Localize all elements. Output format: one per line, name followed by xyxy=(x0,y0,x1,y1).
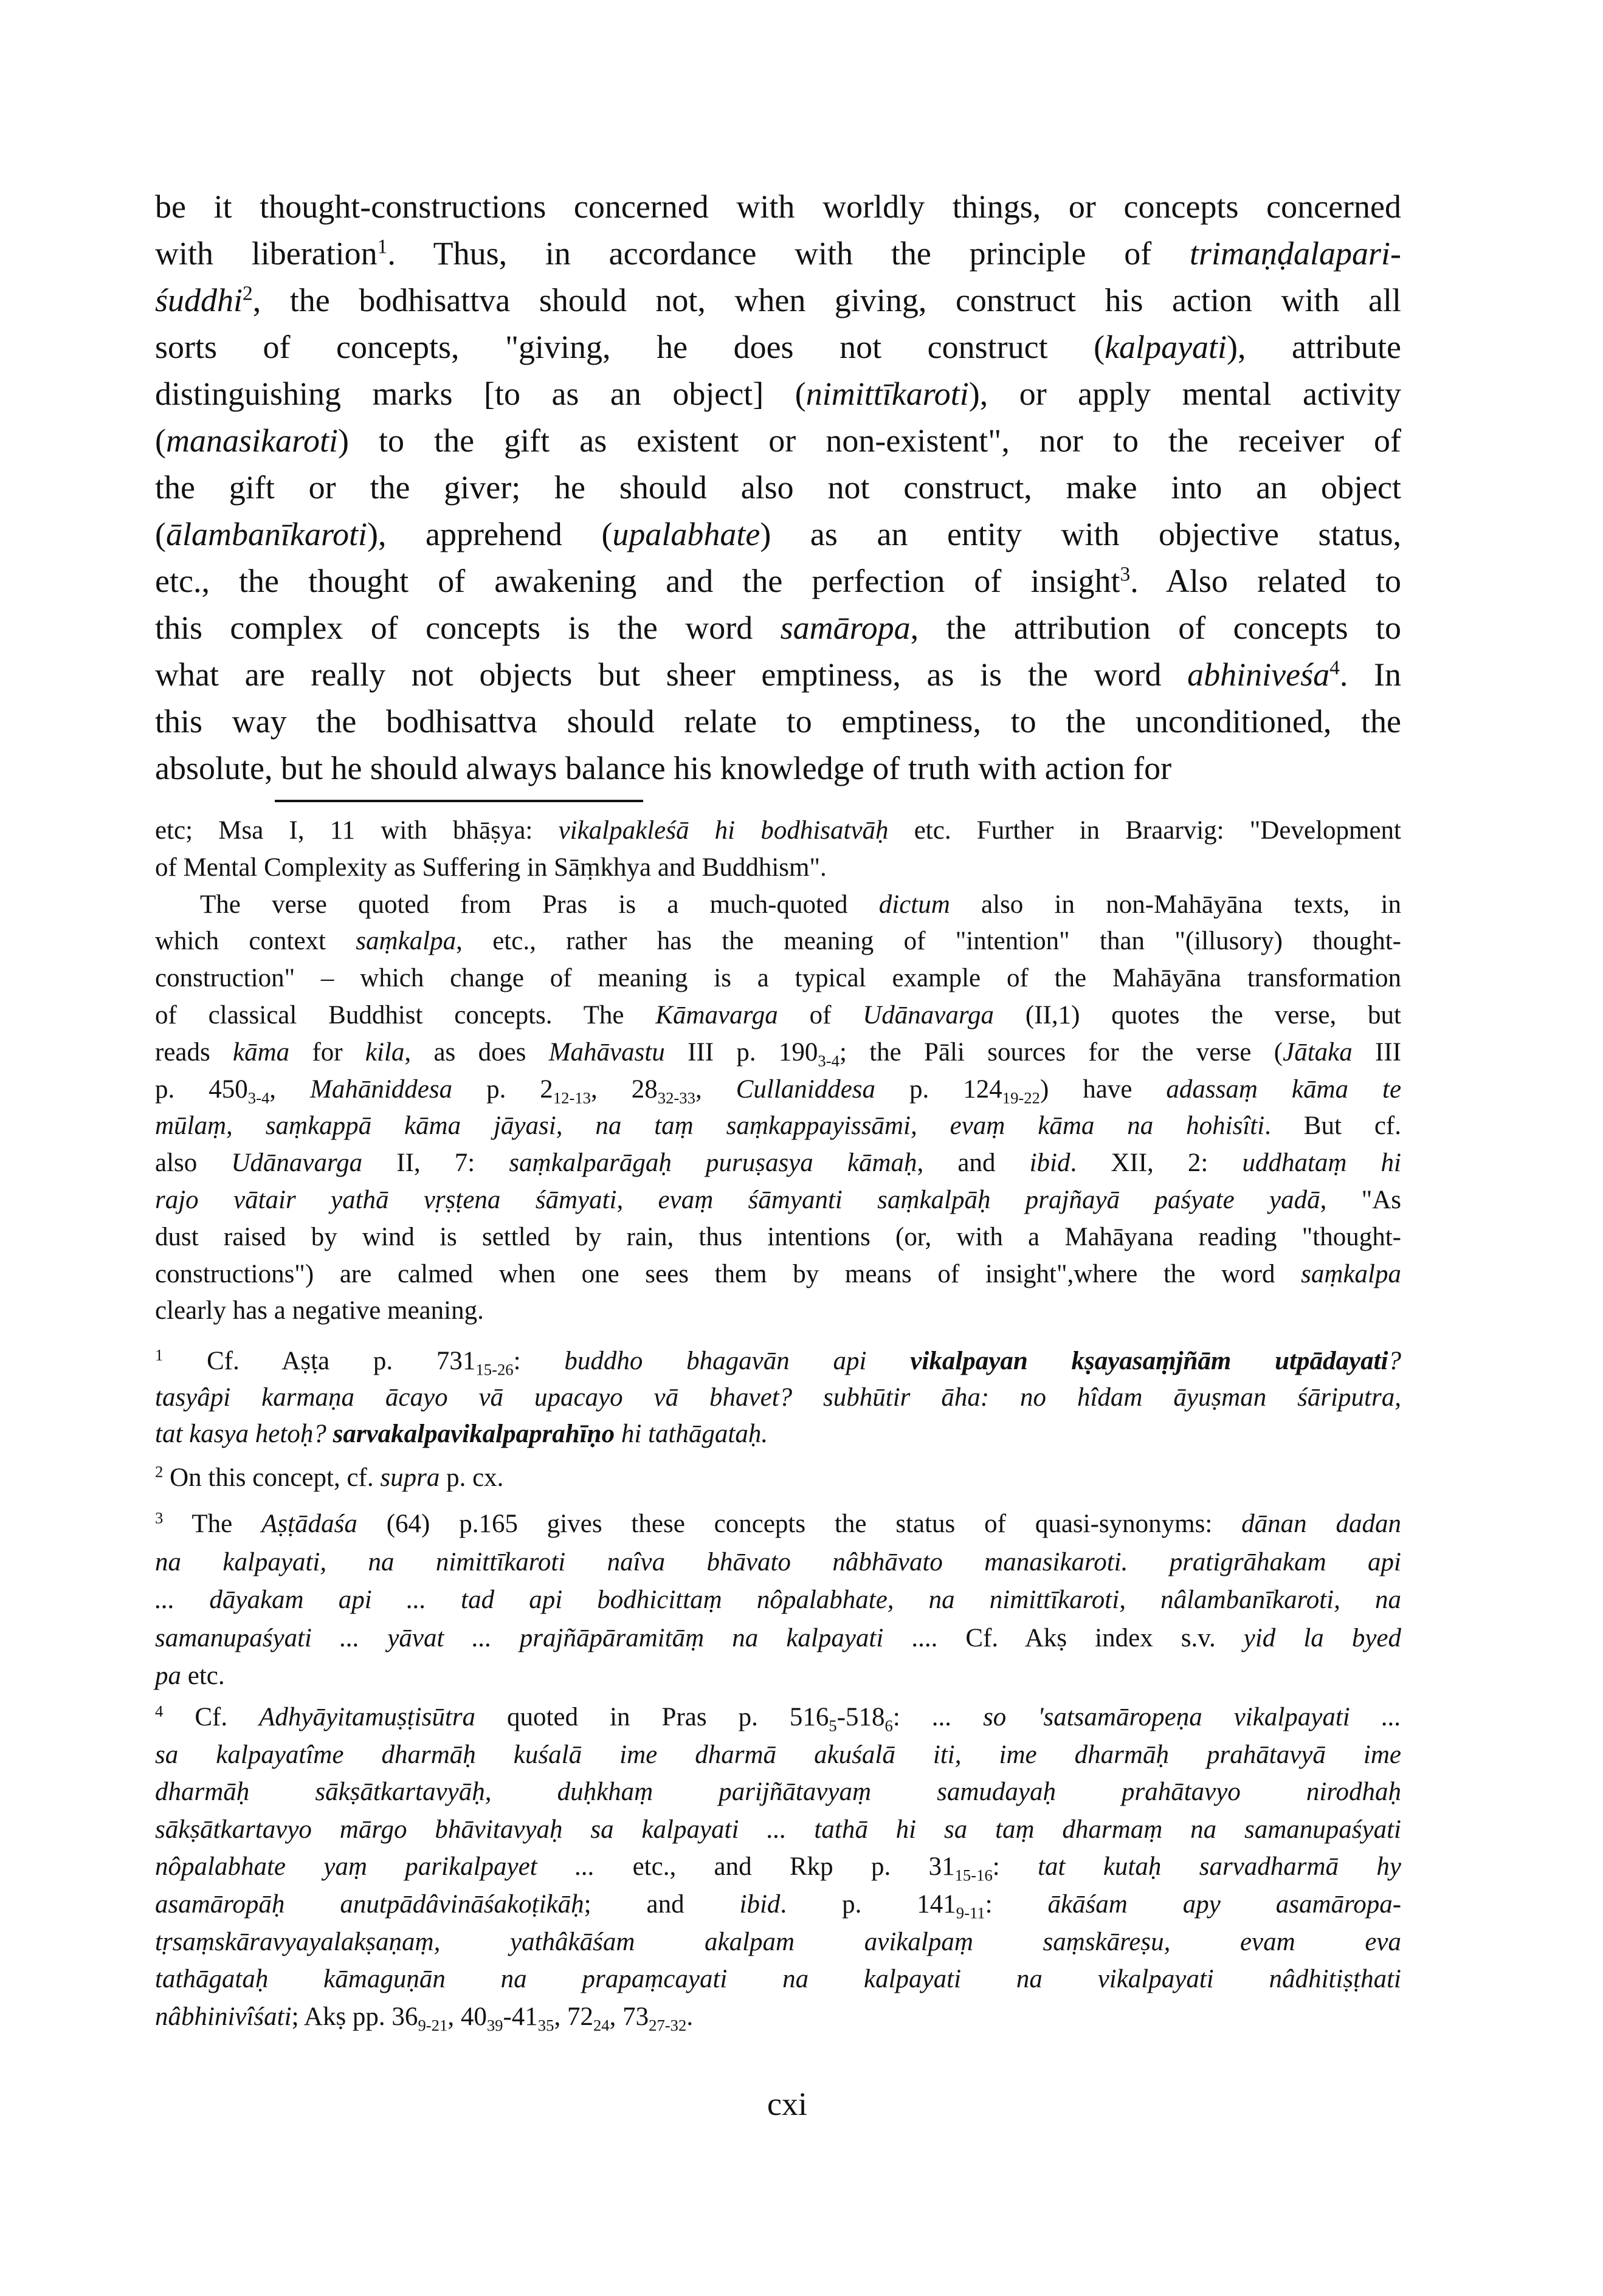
text-run: . In xyxy=(1339,656,1401,693)
text-line xyxy=(155,1998,1401,2036)
text-line xyxy=(155,887,1401,924)
text-run: : xyxy=(992,1852,1038,1882)
italic-term: samāropa xyxy=(780,610,911,646)
text-line xyxy=(155,511,1401,558)
line-reference: 5 xyxy=(829,1716,837,1735)
text-run: for xyxy=(289,1037,365,1067)
text-run: p. 450 xyxy=(155,1074,248,1104)
text-run: . xyxy=(686,2002,694,2031)
text-run: ) to the gift as existent or non-existent", nor to the receiver of xyxy=(337,422,1401,459)
text-run: . p. 141 xyxy=(780,1889,956,1919)
text-line xyxy=(155,277,1401,324)
text-line xyxy=(155,1505,1401,1544)
text-run: . But cf. xyxy=(1264,1112,1401,1141)
line-reference: 12-13 xyxy=(553,1088,591,1107)
text-run: (II,1) quotes the verse, but xyxy=(994,1000,1401,1029)
italic-term: ālambanīkaroti xyxy=(165,516,367,552)
italic-term: trimaṇḍalapari- xyxy=(1189,235,1401,272)
footnote-marker: 3 xyxy=(1120,563,1131,586)
main-text xyxy=(155,184,1401,792)
text-line xyxy=(155,1811,1401,1849)
text-run: Cf. Aṣṭa p. 731 xyxy=(163,1347,476,1375)
footnote-3 xyxy=(155,1505,1401,1696)
italic-term: Udānavarga xyxy=(863,1000,995,1029)
text-run: ; and xyxy=(584,1889,740,1919)
text-line xyxy=(155,1620,1401,1658)
text-line xyxy=(155,745,1401,792)
line-reference: 19-22 xyxy=(1002,1088,1040,1107)
italic-term: Kāmavarga xyxy=(655,1000,778,1029)
italic-term: saṃkalpa xyxy=(356,927,457,956)
italic-term: saṃkalpa xyxy=(1301,1259,1401,1288)
text-run: reads xyxy=(155,1037,233,1067)
italic-term: supra xyxy=(380,1463,440,1492)
text-run: The xyxy=(163,1510,262,1538)
italic-term: samanupaśyati ... yāvat ... prajñāpāramitāṃ na kalpayati xyxy=(155,1623,884,1652)
text-run: this complex of concepts is the word xyxy=(155,610,781,646)
italic-term: saṃkalparāgaḥ puruṣasya kāmaḥ xyxy=(509,1149,917,1178)
footnote-marker: 2 xyxy=(155,1462,164,1481)
line-reference: 27-32 xyxy=(649,2016,687,2035)
text-run: etc. xyxy=(181,1662,225,1690)
italic-term: pa xyxy=(155,1662,181,1690)
italic-term: kalpayati xyxy=(1105,329,1227,365)
text-line xyxy=(155,1256,1401,1293)
text-line xyxy=(155,324,1401,371)
text-run: of xyxy=(777,1000,863,1029)
text-line xyxy=(155,1416,1401,1452)
footnote-1 xyxy=(155,1343,1401,1452)
text-run: p. 124 xyxy=(875,1074,1002,1104)
footnote-marker: 4 xyxy=(155,1702,164,1720)
text-run: , and xyxy=(917,1149,1030,1178)
line-reference: 6 xyxy=(884,1716,893,1735)
text-run: dust raised by wind is settled by rain, thus intentions (or, with a Mahāyana reading "thought- xyxy=(155,1222,1401,1251)
text-run: distinguishing marks [to as an object] ( xyxy=(155,376,806,412)
text-run: . Also related to xyxy=(1130,563,1401,599)
italic-term: rajo vātair yathā vṛṣṭena śāmyati, evaṃ śāmyanti saṃkalpāḥ prajñayā paśyate yadā xyxy=(155,1185,1320,1214)
text-line xyxy=(155,923,1401,960)
text-line xyxy=(155,1773,1401,1811)
italic-term: mūlaṃ, saṃkappā kāma jāyasi, na taṃ saṃkappayissāmi, evaṃ kāma na hohisîti xyxy=(155,1112,1265,1141)
text-run: (64) p.165 gives these concepts the status of quasi-synonyms: xyxy=(357,1510,1242,1538)
italic-term: Cullaniddesa xyxy=(736,1074,876,1104)
text-run: On this concept, cf. xyxy=(163,1463,381,1492)
italic-term: nôpalabhate yaṃ parikalpayet ... xyxy=(155,1852,595,1882)
line-reference: 32-33 xyxy=(657,1088,695,1107)
footnote-separator xyxy=(275,800,643,802)
footnote-marker: 1 xyxy=(377,235,388,258)
text-run: ) have xyxy=(1039,1074,1167,1104)
line-reference: 15-26 xyxy=(475,1360,514,1379)
text-run: with liberation xyxy=(155,235,377,272)
italic-term: Adhyāyitamuṣṭisūtra xyxy=(259,1703,476,1731)
italic-term: tasyâpi karmaṇa ācayo vā upacayo vā bhavet? subhūtir āha: no hîdam āyuṣman śāriputra, xyxy=(155,1383,1401,1412)
text-run: , the bodhisattva should not, when giving, construct his action with all xyxy=(252,282,1401,318)
text-run: -41 xyxy=(503,2002,538,2031)
text-run: III p. 190 xyxy=(664,1037,818,1067)
italic-term: Mahāniddesa xyxy=(310,1074,453,1104)
text-line xyxy=(155,371,1401,418)
text-run: II, 7: xyxy=(362,1149,509,1178)
text-run: be it thought-constructions concerned with worldly things, or concepts concerned xyxy=(155,188,1401,225)
text-run: the gift or the giver; he should also not construct, make into an object xyxy=(155,469,1401,506)
italic-term: tathāgataḥ kāmaguṇān na prapaṃcayati na kalpayati na vikalpayati nâdhitiṣṭhati xyxy=(155,1965,1401,1994)
text-line xyxy=(155,1848,1401,1886)
text-run: ; the Pāli sources for the verse ( xyxy=(839,1037,1283,1067)
text-run: clearly has a negative meaning. xyxy=(155,1296,484,1325)
italic-term: manasikaroti xyxy=(165,422,338,459)
text-run: ( xyxy=(155,516,166,552)
text-line xyxy=(155,698,1401,745)
italic-term: tat kasya hetoḥ? xyxy=(155,1420,333,1448)
italic-term: sa kalpayatîme dharmāḥ kuśalā ime dharmā akuśalā iti, ime dharmāḥ prahātavyā ime xyxy=(155,1740,1401,1769)
italic-term: kila xyxy=(365,1037,405,1067)
text-run: : ... xyxy=(892,1703,984,1731)
text-run: also xyxy=(155,1149,232,1178)
italic-term: nâbhinivîśati xyxy=(155,2002,292,2031)
footnote-marker: 4 xyxy=(1329,656,1340,679)
text-run: ( xyxy=(155,422,166,459)
text-line xyxy=(155,1145,1401,1182)
text-run: ), or apply mental activity xyxy=(968,376,1402,412)
italic-term: adassaṃ kāma te xyxy=(1166,1074,1402,1104)
text-run: what are really not objects but sheer emptiness, as is the word xyxy=(155,656,1188,693)
text-line xyxy=(155,960,1401,997)
text-line xyxy=(155,1460,1401,1496)
text-line xyxy=(155,1108,1401,1145)
text-run: : xyxy=(985,1889,1048,1919)
italic-term: sākṣātkartavyo mārgo bhāvitavyaḥ sa kalpayati ... tathā hi sa taṃ dharmaṃ na samanupaśyati xyxy=(155,1815,1401,1844)
italic-term: Udānavarga xyxy=(231,1149,363,1178)
line-reference: 9-11 xyxy=(956,1903,985,1922)
line-reference: 35 xyxy=(537,2016,554,2035)
italic-term: yid la byed xyxy=(1243,1623,1401,1652)
text-line xyxy=(155,1581,1401,1620)
text-line xyxy=(155,1380,1401,1416)
text-run: ; Akṣ pp. 36 xyxy=(291,2002,418,2031)
italic-term: śuddhi xyxy=(155,282,243,318)
text-run: , "As xyxy=(1320,1185,1402,1214)
footnote-2 xyxy=(155,1460,1401,1496)
italic-term: kāma xyxy=(233,1037,290,1067)
text-run: this way the bodhisattva should relate to emptiness, to the unconditioned, the xyxy=(155,703,1401,740)
text-line xyxy=(155,1219,1401,1256)
page-number: cxi xyxy=(767,2086,807,2122)
text-run: p. 2 xyxy=(452,1074,553,1104)
italic-term: nimittīkaroti xyxy=(805,376,969,412)
text-line xyxy=(155,558,1401,605)
text-run: , etc., rather has the meaning of "intention" than "(illusory) thought- xyxy=(456,927,1401,956)
italic-term: ibid xyxy=(739,1889,781,1919)
text-run: , as does xyxy=(404,1037,549,1067)
footnote-marker: 1 xyxy=(155,1346,164,1364)
text-line xyxy=(155,997,1401,1034)
line-reference: 3-4 xyxy=(818,1051,839,1070)
italic-term: Jātaka xyxy=(1283,1037,1353,1067)
text-line xyxy=(155,1343,1401,1380)
text-run: , 28 xyxy=(591,1074,658,1104)
text-line xyxy=(155,1544,1401,1582)
text-run: of Mental Complexity as Suffering in Sāṃkhya and Buddhism". xyxy=(155,853,827,882)
text-run: , 73 xyxy=(609,2002,649,2031)
italic-term: uddhataṃ hi xyxy=(1242,1149,1401,1178)
italic-term: tat kutaḥ sarvadharmā hy xyxy=(1038,1852,1401,1882)
italic-term: hi tathāgataḥ. xyxy=(615,1420,768,1448)
italic-term: abhiniveśa xyxy=(1187,656,1330,693)
italic-term: buddho bhagavān api xyxy=(564,1347,911,1375)
text-run: etc., the thought of awakening and the perfection of insight xyxy=(155,563,1120,599)
text-run: The verse quoted from Pras is a much-quoted xyxy=(200,890,879,919)
text-run: . XII, 2: xyxy=(1070,1149,1243,1178)
italic-term: upalabhate xyxy=(612,516,760,552)
italic-term: so 'satsamāropeṇa vikalpayati ... xyxy=(983,1703,1401,1731)
text-line xyxy=(155,1657,1401,1696)
text-run: ) as an entity with objective status, xyxy=(760,516,1401,552)
italic-term: Aṣṭādaśa xyxy=(261,1510,357,1538)
emphasized-text: vikalpayan kṣayasaṃjñām utpādayati xyxy=(910,1347,1388,1375)
text-line xyxy=(155,1699,1401,1736)
italic-term: dharmāḥ sākṣātkartavyāḥ, duḥkhaṃ parijñātavyaṃ samudayaḥ prahātavyo nirodhaḥ xyxy=(155,1778,1401,1807)
text-run: III xyxy=(1352,1037,1402,1067)
italic-term: vikalpakleśā hi bodhisatvāḥ xyxy=(558,816,889,845)
text-run: also in non-Mahāyāna texts, in xyxy=(950,890,1401,919)
footnote-continuation xyxy=(155,813,1401,1330)
text-line xyxy=(155,1034,1401,1071)
text-run: : xyxy=(513,1347,565,1375)
text-line xyxy=(155,813,1401,850)
italic-term: tṛsaṃskāravyayalakṣaṇaṃ, yathâkāśam akalpam avikalpaṃ saṃskāreṣu, evam eva xyxy=(155,1927,1401,1956)
text-line xyxy=(155,1736,1401,1774)
text-line xyxy=(155,1293,1401,1330)
text-line xyxy=(155,605,1401,651)
text-run: . Thus, in accordance with the principle of xyxy=(387,235,1190,272)
text-run: , 72 xyxy=(554,2002,593,2031)
text-run: etc; Msa I, 11 with bhāṣya: xyxy=(155,816,559,845)
text-run: , 40 xyxy=(447,2002,487,2031)
text-run: -518 xyxy=(836,1703,885,1731)
line-reference: 15-16 xyxy=(954,1866,993,1885)
footnote-marker: 2 xyxy=(243,282,253,305)
text-line xyxy=(155,230,1401,277)
line-reference: 3-4 xyxy=(247,1088,270,1107)
text-run: which context xyxy=(155,927,356,956)
italic-term: ? xyxy=(1388,1347,1401,1375)
footnote-marker: 3 xyxy=(155,1508,164,1527)
text-run: ), attribute xyxy=(1227,329,1401,365)
italic-term: na kalpayati, na nimittīkaroti naîva bhāvato nâbhāvato manasikaroti. pratigrāhakam api xyxy=(155,1547,1401,1576)
text-run: , xyxy=(269,1074,311,1104)
italic-term: Mahāvastu xyxy=(548,1037,665,1067)
text-line xyxy=(155,1923,1401,1961)
text-run: sorts of concepts, "giving, he does not construct ( xyxy=(155,329,1105,365)
text-run: of classical Buddhist concepts. The xyxy=(155,1000,656,1029)
text-line xyxy=(155,184,1401,230)
text-run: absolute, but he should always balance his knowledge of truth with action for xyxy=(155,750,1172,786)
emphasized-text: sarvakalpavikalpaprahīṇo xyxy=(333,1420,615,1448)
text-run: , the attribution of concepts to xyxy=(910,610,1401,646)
italic-term: ibid xyxy=(1029,1149,1070,1178)
text-line xyxy=(155,418,1401,464)
text-run: etc. Further in Braarvig: "Development xyxy=(888,816,1401,845)
text-line xyxy=(155,1071,1401,1108)
text-run: Cf. xyxy=(163,1703,260,1731)
line-reference: 39 xyxy=(486,2016,503,2035)
text-run: ), apprehend ( xyxy=(367,516,613,552)
footnote-4 xyxy=(155,1699,1401,2035)
text-line xyxy=(155,1961,1401,1998)
text-run: , xyxy=(695,1074,736,1104)
text-line xyxy=(155,464,1401,511)
text-run: quoted in Pras p. 516 xyxy=(475,1703,829,1731)
text-line xyxy=(155,850,1401,887)
text-run: p. cx. xyxy=(440,1463,504,1492)
text-run: construction" – which change of meaning is a typical example of the Mahāyāna transformation xyxy=(155,964,1401,993)
italic-term: ākāśam apy asamāropa- xyxy=(1047,1889,1402,1919)
line-reference: 24 xyxy=(593,2016,610,2035)
text-run: etc., and Rkp p. 31 xyxy=(595,1852,955,1882)
text-line xyxy=(155,1182,1401,1219)
text-run: .... Cf. Akṣ index s.v. xyxy=(883,1623,1244,1652)
italic-term: dictum xyxy=(878,890,950,919)
italic-term: dānan dadan xyxy=(1241,1510,1402,1538)
text-line xyxy=(155,1886,1401,1923)
text-run: constructions") are calmed when one sees them by means of insight",where the word xyxy=(155,1259,1301,1288)
line-reference: 9-21 xyxy=(418,2016,448,2035)
italic-term: asamāropāḥ anutpādâvināśakoṭikāḥ xyxy=(155,1889,584,1919)
italic-term: ... dāyakam api ... tad api bodhicittaṃ nôpalabhate, na nimittīkaroti, nâlambanīkaroti, na xyxy=(155,1586,1401,1614)
text-line xyxy=(155,651,1401,698)
